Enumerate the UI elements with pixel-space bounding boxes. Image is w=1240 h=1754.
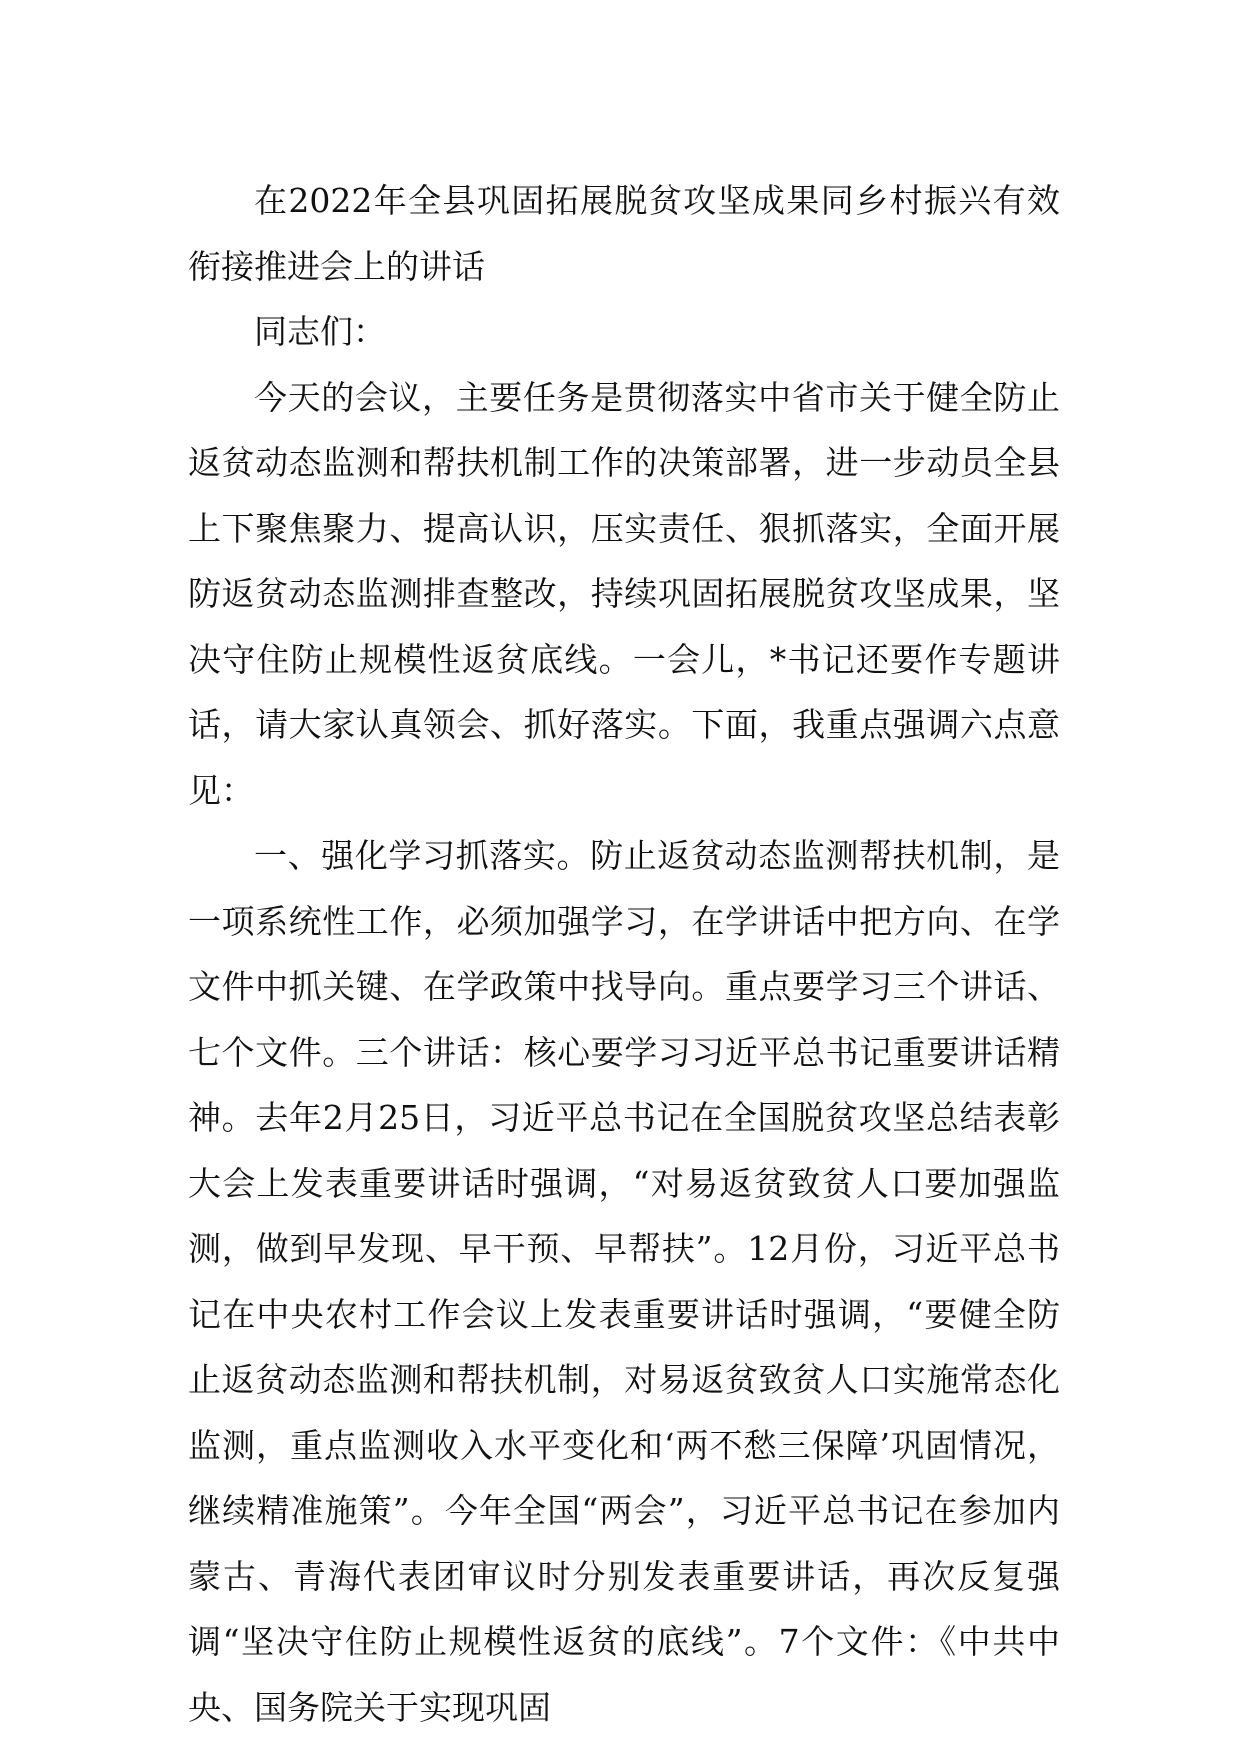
document-title: 在2022年全县巩固拓展脱贫攻坚成果同乡村振兴有效衔接推进会上的讲话 [188, 181, 1060, 286]
paragraph-section-one: 一、强化学习抓落实。防止返贫动态监测帮扶机制，是一项系统性工作，必须加强学习，在学讲话中把方向、在学文件中抓关键、在学政策中找导向。重点要学习三个讲话、七个文件。三个讲话：核心要学习习近平总书记重要讲话精神。去年2月25日，习近平总书记在全国脱贫攻坚总结表彰大会上发表重要讲话时强调，“对易返贫致贫人口要加强监测，做到早发现、早干预、早帮扶”。12月份，习近平总书记在中央农村工作会议上发表重要讲话时强调，“要健全防止返贫动态监测和帮扶机制，对易返贫致贫人口实施常态化监测，重点监测收入水平变化和‘两不愁三保障’巩固情况，继续精准施策”。今年全国“两会”，习近平总书记在参加内蒙古、青海代表团审议时分别发表重要讲话，再次反复强调“坚决守住防止规模性返贫的底线”。7个文件：《中共中央、国务院关于实现巩固 [188, 836, 1060, 1727]
salutation: 同志们： [254, 312, 386, 351]
paragraph-opening: 今天的会议，主要任务是贯彻落实中省市关于健全防止返贫动态监测和帮扶机制工作的决策部署，进一步动员全县上下聚焦聚力、提高认识，压实责任、狠抓落实，全面开展防返贫动态监测排查整改，持续巩固拓展脱贫攻坚成果，坚决守住防止规模性返贫底线。一会儿，*书记还要作专题讲话，请大家认真领会、抓好落实。下面，我重点强调六点意见： [188, 377, 1060, 810]
document-body [188, 168, 1060, 1740]
